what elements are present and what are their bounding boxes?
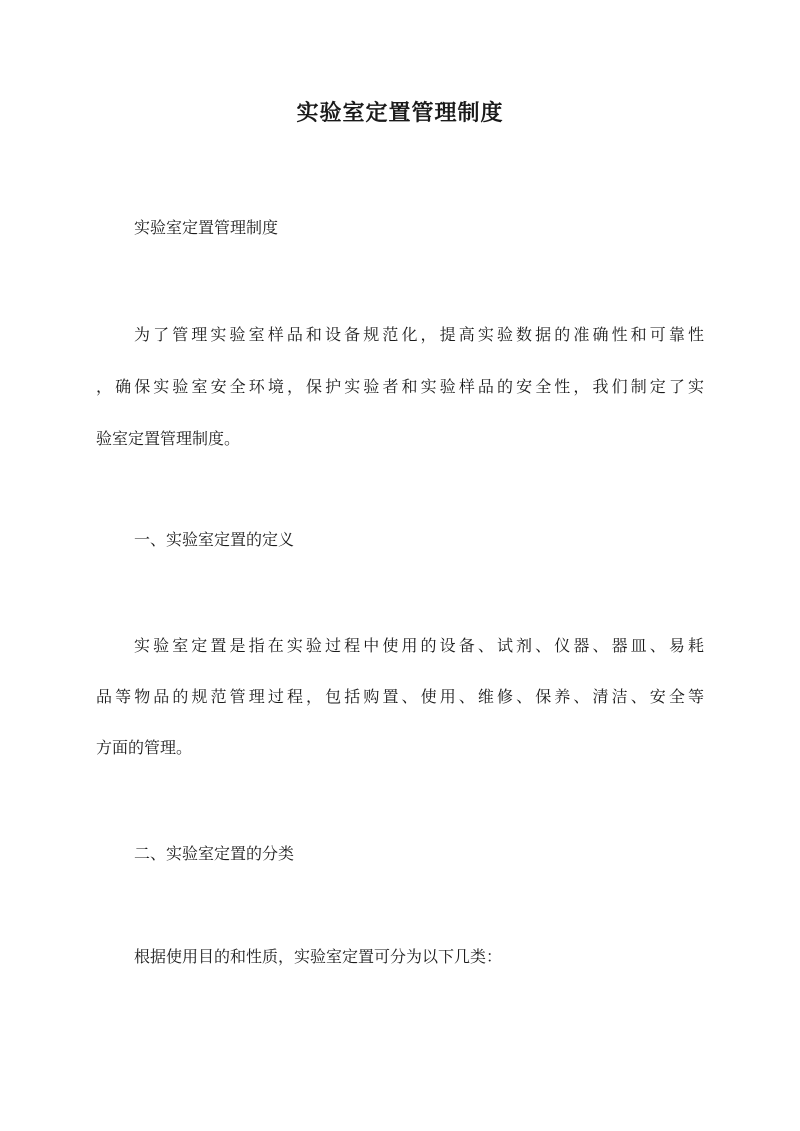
intro-paragraph-line-1: 为了管理实验室样品和设备规范化，提高实验数据的准确性和可靠性 [134,325,704,344]
intro-paragraph-line-2: ，确保实验室安全环境，保护实验者和实验样品的安全性，我们制定了实 [96,377,704,396]
intro-paragraph-line-3: 验室定置管理制度。 [96,429,241,448]
classification-paragraph-line-1: 根据使用目的和性质，实验室定置可分为以下几类： [134,947,503,966]
definition-paragraph-line-3: 方面的管理。 [96,738,193,757]
definition-paragraph-line-1: 实验室定置是指在实验过程中使用的设备、试剂、仪器、器皿、易耗 [134,636,704,655]
section-heading-classification: 二、实验室定置的分类 [134,844,295,863]
definition-paragraph-line-2: 品等物品的规范管理过程，包括购置、使用、维修、保养、清洁、安全等 [96,687,704,706]
document-title: 实验室定置管理制度 [296,100,504,126]
document-subtitle: 实验室定置管理制度 [134,218,279,237]
section-heading-definition: 一、实验室定置的定义 [134,530,295,549]
